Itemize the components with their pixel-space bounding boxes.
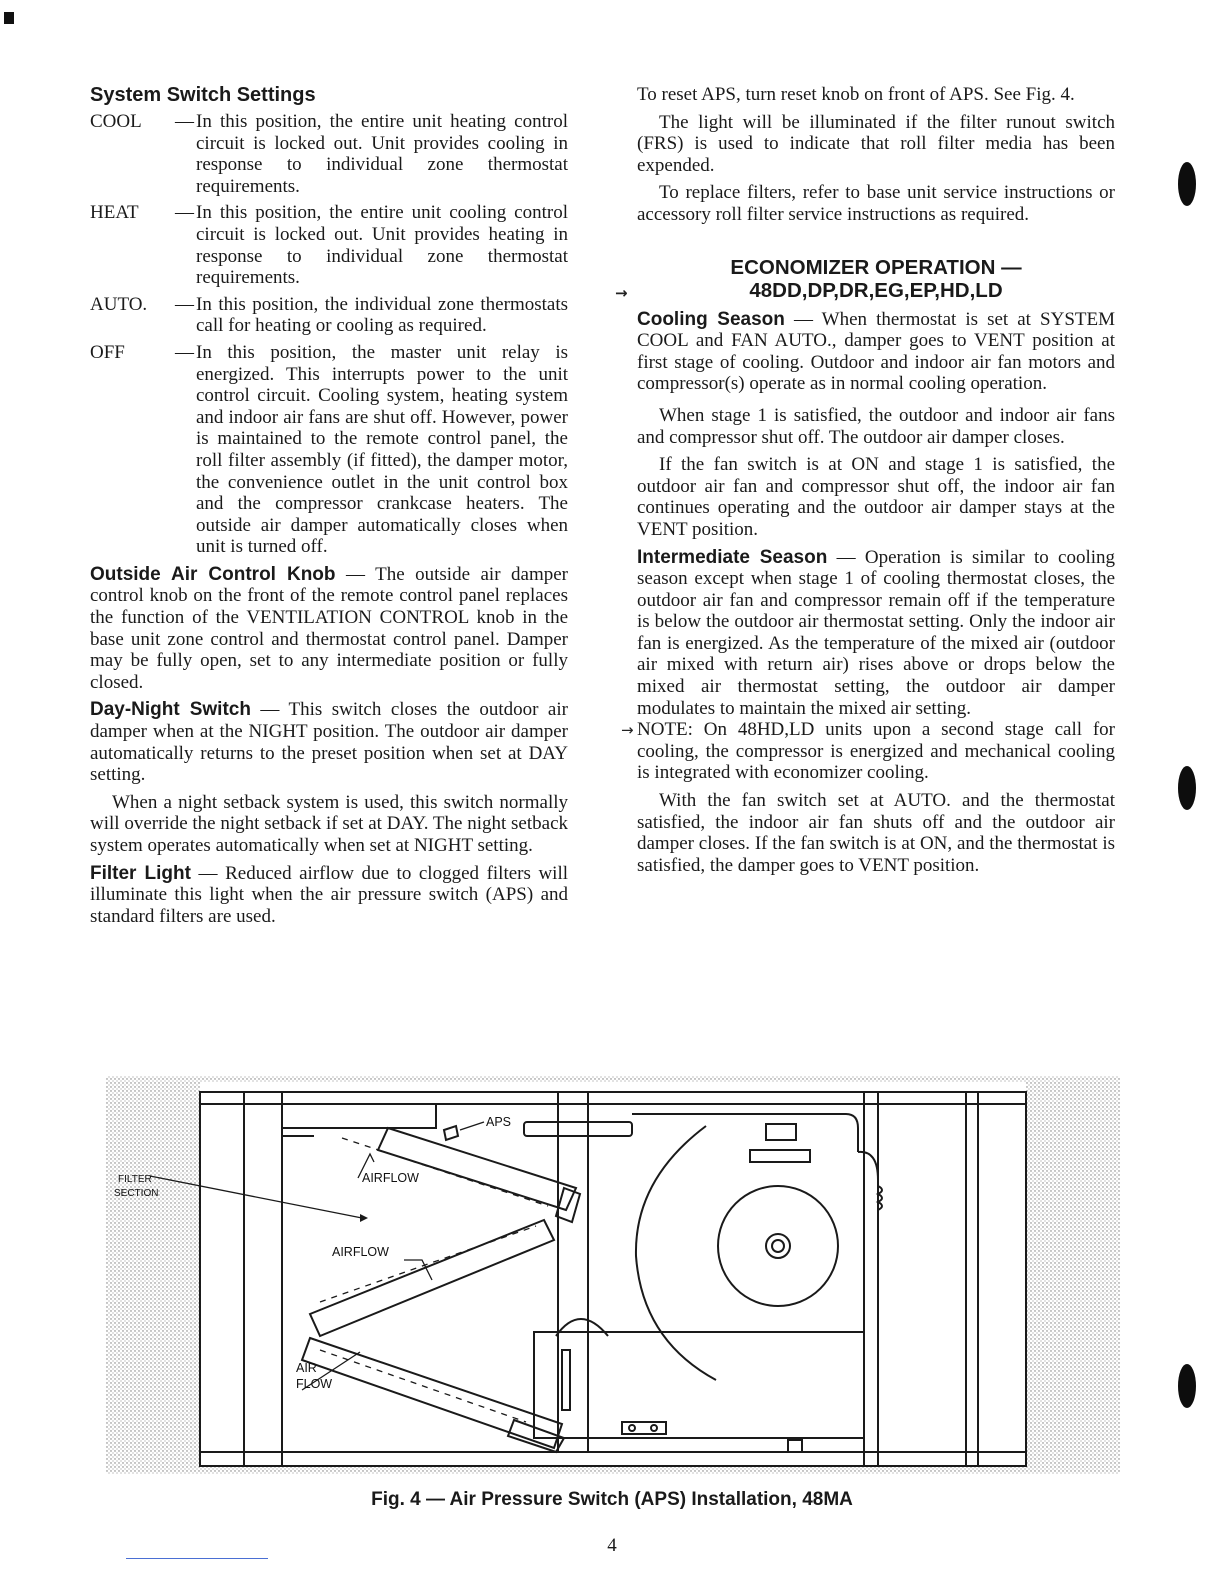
note-change-arrow-icon: → — [621, 721, 634, 740]
cooling-paragraph-2: When stage 1 is satisfied, the outdoor and indoor air fans and compressor shut off. The outdoor air damper closes. — [637, 404, 1115, 448]
fan-arrow-box — [766, 1124, 796, 1140]
outside-air-text: The outside air damper control knob on the front of the remote control panel replaces the function of the VENTILATION CONTROL knob in the base unit zone control and thermostat control panel. Damper may be fully open, set to any intermediate position or fully closed. — [90, 563, 568, 693]
label-filter: FILTER — [118, 1174, 152, 1185]
replace-filters-paragraph: To replace filters, refer to base unit service instructions or accessory roll filter service instructions as required. — [637, 182, 1115, 225]
cooling-season-text: When thermostat is set at SYSTEM COOL and FAN AUTO., damper goes to VENT position at first stage of cooling. Outdoor and indoor air fan motors and compressor(s) operate as in normal cooling operation. — [637, 308, 1115, 395]
note-row — [621, 719, 1115, 784]
setting-text: In this position, the individual zone thermostats call for heating or cooling as required. — [196, 293, 568, 337]
intermediate-season-label: Intermediate Season — [637, 546, 828, 568]
figure-aps-installation — [106, 1070, 1120, 1482]
day-night-label: Day-Night Switch — [90, 699, 251, 721]
economizer-heading-line1: ECONOMIZER OPERATION — — [730, 255, 1022, 279]
setting-cool: COOL — In this position, the entire unit heating control circuit is locked out. Unit provides cooling in response to individual zone thermostat requirements. — [90, 111, 568, 197]
margin-dot — [1178, 162, 1196, 206]
note-paragraph: NOTE: On 48HD,LD units upon a second stage call for cooling, the compressor is energized and mechanical cooling is integrated with economizer cooling. — [637, 719, 1115, 784]
change-arrow-icon: → — [615, 283, 628, 302]
figure-caption: Fig. 4 — Air Pressure Switch (APS) Installation, 48MA — [371, 1489, 853, 1510]
economizer-heading-line2: 48DD,DP,DR,EG,EP,HD,LD — [749, 278, 1003, 302]
right-end-shading — [1026, 1076, 1120, 1474]
margin-dot — [1178, 1364, 1196, 1408]
margin-dot — [1178, 766, 1196, 810]
fan-wheel — [718, 1186, 838, 1306]
setting-key: COOL — [90, 111, 142, 132]
setting-text: In this position, the master unit relay is energized. This interrupts power to the unit control circuit. Cooling system, heating system and indoor air fans are shut off. However, power is maintained to the remote control panel, the roll filter assembly (if fitted), the damper motor, the convenience outlet in the unit control box and the compressor crankcase heaters. The outside air damper automatically closes when unit is turned off. — [196, 341, 568, 558]
filter-light-label: Filter Light — [90, 862, 191, 884]
reset-aps-paragraph: To reset APS, turn reset knob on front of APS. See Fig. 4. — [637, 84, 1075, 105]
page-number: 4 — [607, 1535, 617, 1556]
label-airflow-top: AIRFLOW — [362, 1171, 419, 1185]
setting-key: OFF — [90, 341, 125, 363]
setting-auto: AUTO. — In this position, the individual zone thermostats call for heating or cooling as required. — [90, 293, 568, 337]
setting-text: In this position, the entire unit heating control circuit is locked out. Unit provides cooling in response to individual zone thermostat requirements. — [196, 111, 568, 197]
cooling-season-paragraph: Cooling Season — When thermostat is set at SYSTEM COOL and FAN AUTO., damper goes to VENT position at first stage of cooling. Outdoor and indoor air fan motors and compressor(s) operate as in normal cooling operation. — [637, 308, 1115, 395]
left-column — [90, 84, 568, 927]
unit-cabinet — [200, 1092, 1026, 1466]
economizer-heading — [615, 255, 1115, 302]
label-airflow-mid: AIRFLOW — [332, 1245, 389, 1259]
day-night-paragraph-2: When a night setback system is used, this switch normally will override the night setback if set at DAY. The night setback system operates automatically when set at NIGHT setting. — [90, 791, 568, 856]
filter-panel-bottom — [302, 1338, 562, 1448]
day-night-paragraph: Day-Night Switch — This switch closes the outdoor air damper when at the NIGHT position. The outdoor air damper automatically returns to the preset position when set at DAY setting. — [90, 699, 568, 786]
system-switch-heading: System Switch Settings — [90, 84, 316, 106]
setting-text: In this position, the entire unit cooling control circuit is locked out. Unit provides heating in response to individual zone thermostat requirements. — [196, 202, 568, 289]
filter-panel-middle — [310, 1220, 554, 1336]
light-frs-paragraph: The light will be illuminated if the filter runout switch (FRS) is used to indicate that roll filter media has been expended. — [637, 111, 1115, 176]
cooling-paragraph-3: If the fan switch is at ON and stage 1 is satisfied, the outdoor air fan and compressor shut off, the indoor air fan continues operating and the outdoor air damper stays at the VENT position. — [637, 454, 1115, 540]
outside-air-label: Outside Air Control Knob — [90, 563, 336, 585]
setting-key: HEAT — [90, 202, 139, 224]
label-air: AIR — [296, 1361, 317, 1375]
filter-light-paragraph: Filter Light — Reduced airflow due to clogged filters will illuminate this light when the air pressure switch (APS) and standard filters are used. — [90, 862, 569, 927]
footer-rule — [126, 1558, 268, 1559]
cooling-season-label: Cooling Season — [637, 308, 785, 330]
filter-panel-top — [378, 1128, 576, 1210]
coil-compartment — [534, 1332, 864, 1438]
label-flow: FLOW — [296, 1377, 333, 1391]
intermediate-season-text: Operation is similar to cooling season except when stage 1 of cooling thermostat closes, the outdoor air fan and compressor remain off if the temperature is below the outdoor air thermostat setting. Only the indoor air fan is energized. As the temperature of the mixed air (outdoor air mixed with return air) rises above or drops below the mixed air thermostat setting, the outdoor air damper modulates to maintain the mixed air setting. — [637, 546, 1116, 719]
unit-cutaway-drawing — [106, 1070, 1120, 1482]
final-paragraph: With the fan switch set at AUTO. and the thermostat satisfied, the indoor air fan shuts off and the outdoor air damper closes. If the fan switch is at ON, and the thermostat is satisfied, the damper goes to VENT position. — [637, 790, 1115, 876]
setting-key: AUTO. — [90, 293, 148, 315]
corner-registration-mark — [4, 12, 14, 24]
outside-air-paragraph: Outside Air Control Knob — The outside air damper control knob on the front of the remote control panel replaces the function of the VENTILATION CONTROL knob in the base unit zone control and thermostat control panel. Damper may be fully open, set to any intermediate position or fully closed. — [90, 563, 568, 693]
label-aps: APS — [486, 1115, 512, 1129]
filter-light-text: Reduced airflow due to clogged filters will illuminate this light when the air pressure switch (APS) and standard filters are used. — [90, 862, 569, 927]
setting-heat: HEAT — In this position, the entire unit cooling control circuit is locked out. Unit provides heating in response to individual zone thermostat requirements. — [90, 202, 568, 289]
setting-off: OFF — In this position, the master unit relay is energized. This interrupts power to the unit control circuit. Cooling system, heating system and indoor air fans are shut off. However, power is maintained to the remote control panel, the roll filter assembly (if fitted), the damper motor, the convenience outlet in the unit control box and the compressor crankcase heaters. The outside air damper automatically closes when unit is turned off. — [90, 341, 568, 558]
label-section: SECTION — [114, 1188, 159, 1199]
filter-section-shading — [106, 1076, 200, 1474]
aps-switch — [444, 1126, 458, 1140]
day-night-text: This switch closes the outdoor air damper when at the NIGHT position. The outdoor air damper automatically returns to the preset position when set at DAY setting. — [90, 699, 568, 786]
right-column — [615, 84, 1116, 876]
intermediate-season-paragraph: Intermediate Season — Operation is similar to cooling season except when stage 1 of cooling thermostat closes, the outdoor air fan and compressor remain off if the temperature is below the outdoor air thermostat setting. Only the indoor air fan is energized. As the temperature of the mixed air (outdoor air mixed with return air) rises above or drops below the mixed air thermostat setting, the outdoor air damper modulates to maintain the mixed air setting. — [637, 546, 1116, 719]
